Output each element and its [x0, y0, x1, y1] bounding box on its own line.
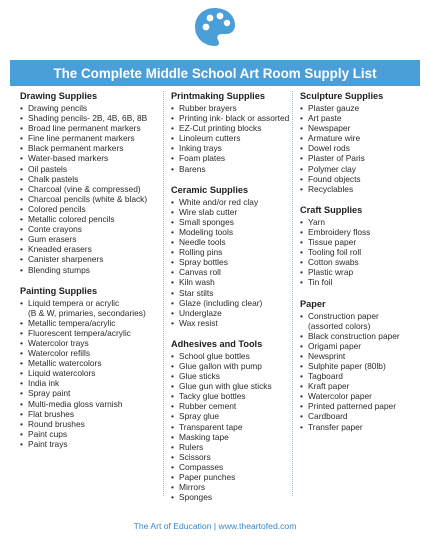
list-item: • Needle tools	[171, 237, 296, 247]
list-item: • Rulers	[171, 442, 296, 452]
list-item: • Wire slab cutter	[171, 207, 296, 217]
supply-list	[171, 197, 296, 328]
palette-icon	[193, 6, 237, 48]
list-item: • Metallic colored pencils	[20, 214, 155, 224]
list-item: • White and/or red clay	[171, 197, 296, 207]
list-item: • Fine line permanent markers	[20, 133, 155, 143]
list-item: • Yarn	[300, 217, 428, 227]
list-item: • Drawing pencils	[20, 103, 155, 113]
list-item: • Modeling tools	[171, 227, 296, 237]
list-item: • Plaster of Paris	[300, 153, 428, 163]
list-item: • Colored pencils	[20, 204, 155, 214]
list-item: • Rubber cement	[171, 401, 296, 411]
section-title: Adhesives and Tools	[171, 338, 263, 349]
list-item: • Paint trays	[20, 439, 155, 449]
list-item: • Canvas roll	[171, 267, 296, 277]
list-item: • Cardboard	[300, 411, 428, 421]
list-item: • Charcoal (vine & compressed)	[20, 184, 155, 194]
list-item: • Paint cups	[20, 429, 155, 439]
list-item: • Inking trays	[171, 143, 296, 153]
list-item: • Small sponges	[171, 217, 296, 227]
list-item: • Glaze (including clear)	[171, 298, 296, 308]
list-item: • Kiln wash	[171, 277, 296, 287]
list-item: • Transfer paper	[300, 422, 428, 432]
list-item: • Found objects	[300, 174, 428, 184]
list-item: • Multi-media gloss varnish	[20, 399, 155, 409]
list-item: • Conte crayons	[20, 224, 155, 234]
list-item: • Canister sharpeners	[20, 254, 155, 264]
section-title: Painting Supplies	[20, 285, 98, 296]
list-item: • Tagboard	[300, 371, 428, 381]
supply-list	[171, 351, 296, 502]
list-item: • Kneaded erasers	[20, 244, 155, 254]
list-item: • Glue sticks	[171, 371, 296, 381]
list-item: • Blending stumps	[20, 265, 155, 275]
section-title: Craft Supplies	[300, 204, 363, 215]
supply-section	[171, 185, 296, 328]
section-title: Ceramic Supplies	[171, 184, 249, 195]
list-item: • Newsprint	[300, 351, 428, 361]
list-item: • India ink	[20, 378, 155, 388]
supply-list	[20, 298, 155, 449]
list-item: • Underglaze	[171, 308, 296, 318]
page-title: The Complete Middle School Art Room Supply List	[53, 65, 377, 81]
list-item: • School glue bottles	[171, 351, 296, 361]
supply-section	[20, 286, 155, 449]
list-item: • Spray glue	[171, 411, 296, 421]
supply-list	[300, 103, 428, 194]
supply-list	[20, 103, 155, 275]
list-item: • Foam plates	[171, 153, 296, 163]
list-item: • Masking tape	[171, 432, 296, 442]
list-item: • Embroidery floss	[300, 227, 428, 237]
list-item: • Printing ink- black or assorted	[171, 113, 296, 123]
list-item: • Rubber brayers	[171, 103, 296, 113]
supply-list	[300, 217, 428, 288]
list-item: (B & W, primaries, secondaries)	[28, 307, 146, 318]
list-item: • Spray paint	[20, 388, 155, 398]
footer-credit: The Art of Education | www.theartofed.com	[133, 521, 297, 531]
section-title: Paper	[300, 298, 326, 309]
list-item: • Art paste	[300, 113, 428, 123]
column-3	[292, 91, 428, 496]
supply-section	[171, 339, 296, 502]
list-item: • Paper punches	[171, 472, 296, 482]
list-item: • Wax resist	[171, 318, 296, 328]
title-banner	[10, 60, 420, 86]
section-title: Drawing Supplies	[20, 91, 98, 101]
list-item: • Tissue paper	[300, 237, 428, 247]
list-item: • Black construction paper	[300, 331, 428, 341]
list-item: • Broad line permanent markers	[20, 123, 155, 133]
supply-section	[20, 91, 155, 275]
list-item: • Watercolor paper	[300, 391, 428, 401]
list-item: • EZ-Cut printing blocks	[171, 123, 296, 133]
supply-columns	[20, 91, 420, 501]
list-item: • Newspaper	[300, 123, 428, 133]
list-item: • Plastic wrap	[300, 267, 428, 277]
list-item: • Chalk pastels	[20, 174, 155, 184]
list-item: • Recyclables	[300, 184, 428, 194]
supply-section	[300, 299, 428, 432]
list-item: • Tin foil	[300, 277, 428, 287]
list-item: • Sulphite paper (80lb)	[300, 361, 428, 371]
list-item: • Plaster gauze	[300, 103, 428, 113]
list-item: • Black permanent markers	[20, 143, 155, 153]
list-item: • Tacky glue bottles	[171, 391, 296, 401]
list-item: • Star stilts	[171, 288, 296, 298]
list-item: • Dowel rods	[300, 143, 428, 153]
section-title: Printmaking Supplies	[171, 91, 265, 101]
list-item: • Polymer clay	[300, 164, 428, 174]
list-item: • Watercolor refills	[20, 348, 155, 358]
supply-section	[300, 205, 428, 288]
list-item: • Shading pencils- 2B, 4B, 6B, 8B	[20, 113, 155, 123]
list-item: • Cotton swabs	[300, 257, 428, 267]
column-2	[163, 91, 296, 503]
list-item: • Printed patterned paper	[300, 401, 428, 411]
list-item: • Armature wire	[300, 133, 428, 143]
supply-section	[171, 91, 296, 174]
list-item: • Flat brushes	[20, 409, 155, 419]
list-item: • Barens	[171, 164, 296, 174]
list-item: • Watercolor trays	[20, 338, 155, 348]
column-1	[20, 91, 155, 460]
list-item: • Mirrors	[171, 482, 296, 492]
list-item: • Origami paper	[300, 341, 428, 351]
list-item: • Fluorescent tempera/acrylic	[20, 328, 155, 338]
list-item: • Liquid tempera or acrylic	[20, 298, 155, 308]
list-item: • Rolling pins	[171, 247, 296, 257]
list-item: • Metallic tempera/acrylic	[20, 318, 155, 328]
list-item: • Round brushes	[20, 419, 155, 429]
list-item: • Tooling foil roll	[300, 247, 428, 257]
list-item: • Water-based markers	[20, 153, 155, 163]
list-item: • Glue gun with glue sticks	[171, 381, 296, 391]
list-item: (assorted colors)	[308, 320, 371, 331]
list-item: • Glue gallon with pump	[171, 361, 296, 371]
list-item: • Scissors	[171, 452, 296, 462]
supply-list	[300, 311, 428, 432]
section-title: Sculpture Supplies	[300, 91, 384, 101]
list-item: • Linoleum cutters	[171, 133, 296, 143]
list-item: • Gum erasers	[20, 234, 155, 244]
list-item: • Spray bottles	[171, 257, 296, 267]
supply-section	[300, 91, 428, 194]
list-item: • Charcoal pencils (white & black)	[20, 194, 155, 204]
list-item: • Liquid watercolors	[20, 368, 155, 378]
list-item: • Kraft paper	[300, 381, 428, 391]
list-item: • Oil pastels	[20, 164, 155, 174]
supply-list	[171, 103, 296, 174]
list-item: • Metallic watercolors	[20, 358, 155, 368]
list-item: • Sponges	[171, 492, 296, 502]
list-item: • Construction paper	[300, 311, 428, 321]
list-item: • Compasses	[171, 462, 296, 472]
list-item: • Transparent tape	[171, 422, 296, 432]
